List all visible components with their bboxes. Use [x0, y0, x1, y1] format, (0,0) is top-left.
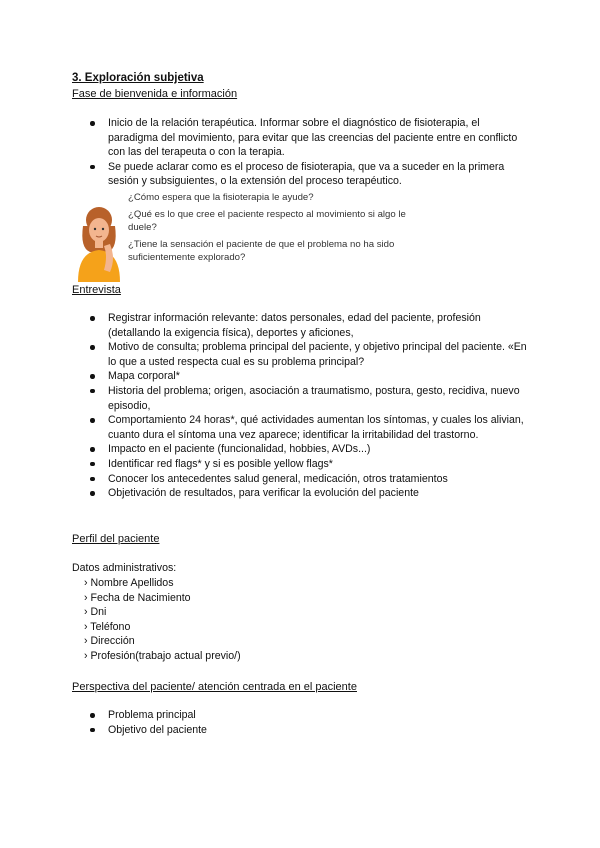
list-item: Registrar información relevante: datos personales, edad del paciente, profesión (detallando la exigencia física), deportes y aficiones, — [72, 311, 532, 340]
fase-list — [72, 116, 532, 189]
list-item: Problema principal — [72, 708, 532, 723]
list-item: › Dni — [84, 606, 107, 618]
list-item: Impacto en el paciente (funcionalidad, hobbies, AVDs...) — [72, 442, 532, 457]
bullet-icon — [90, 713, 95, 718]
question-text: ¿Qué es lo que cree el paciente respecto al movimiento si algo le duele? — [128, 209, 406, 233]
fase-title: Fase de bienvenida e información — [72, 88, 238, 100]
list-item: Mapa corporal* — [72, 369, 532, 384]
list-item: Inicio de la relación terapéutica. Informar sobre el diagnóstico de fisioterapia, el paradigma del movimiento, para evitar que las creencias del paciente entre en conflicto con las del terapeuta o con la terapia. — [72, 116, 532, 160]
thinking-woman-illustration — [74, 206, 124, 282]
list-item: Conocer los antecedentes salud general, medicación, otros tratamientos — [72, 472, 532, 487]
bullet-icon — [90, 316, 95, 321]
bullet-icon — [90, 491, 95, 496]
list-item: Se puede aclarar como es el proceso de fisioterapia, que va a suceder en la primera sesión y subsiguientes, o la extensión del proceso terapéutico. — [72, 160, 532, 189]
list-item: Historia del problema; origen, asociación a traumatismo, postura, gesto, recidiva, nuevo episodio, — [72, 384, 532, 413]
entrevista-list — [72, 311, 532, 501]
bullet-icon — [90, 477, 95, 482]
bullet-icon — [90, 447, 95, 452]
question-text: ¿Cómo espera que la fisioterapia le ayude? — [128, 192, 314, 203]
reflection-questions — [128, 191, 428, 268]
list-item: › Fecha de Nacimiento — [84, 591, 191, 604]
bullet-icon — [90, 165, 95, 170]
bullet-icon — [90, 728, 95, 733]
bullet-icon — [90, 374, 95, 379]
bullet-icon — [90, 418, 95, 423]
admin-label: Datos administrativos: — [72, 562, 177, 574]
list-item: Motivo de consulta; problema principal del paciente, y objetivo principal del paciente. «En lo que a usted respecta cual es su problema principal? — [72, 340, 532, 369]
question-text: ¿Tiene la sensación el paciente de que el problema no ha sido suficientemente explorado? — [128, 239, 395, 263]
list-item: Objetivación de resultados, para verificar la evolución del paciente — [72, 486, 532, 501]
list-item: › Dirección — [84, 635, 135, 647]
bullet-icon — [90, 389, 95, 394]
list-item: Objetivo del paciente — [72, 723, 532, 738]
perspectiva-title: Perspectiva del paciente/ atención centrada en el paciente — [72, 681, 357, 693]
list-item: Identificar red flags* y si es posible yellow flags* — [72, 457, 532, 472]
bullet-icon — [90, 121, 95, 126]
admin-list — [84, 576, 241, 663]
bullet-icon — [90, 462, 95, 467]
perspectiva-list — [72, 708, 532, 737]
perfil-title: Perfil del paciente — [72, 533, 160, 545]
list-item: › Teléfono — [84, 620, 131, 633]
section-title: 3. Exploración subjetiva — [72, 72, 204, 84]
list-item: Comportamiento 24 horas*, qué actividades aumentan los síntomas, y cuales los alivian, cuanto dura el síntoma una vez aparece; identificar la irritabilidad del trastorno. — [72, 413, 532, 442]
list-item: › Profesión(trabajo actual previo/) — [84, 649, 241, 662]
entrevista-title: Entrevista — [72, 284, 121, 296]
list-item: › Nombre Apellidos — [84, 577, 174, 589]
bullet-icon — [90, 345, 95, 350]
